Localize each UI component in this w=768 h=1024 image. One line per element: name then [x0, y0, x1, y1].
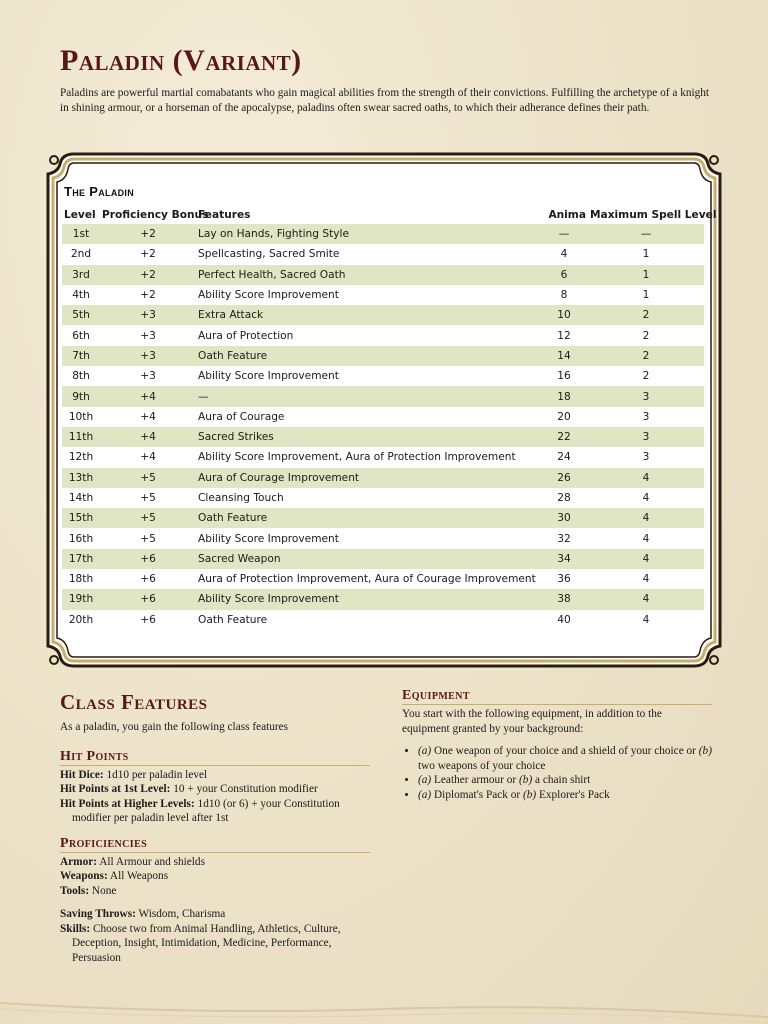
hp-higher-levels-line — [60, 797, 370, 826]
armor-line — [60, 855, 370, 870]
hp-first-level-line — [60, 782, 370, 797]
option-b-text: Explorer's Pack — [538, 788, 610, 801]
cell-anima: 30 — [540, 508, 588, 528]
cell-features: Spellcasting, Sacred Smite — [198, 248, 340, 261]
option-a-mark: (a) — [418, 774, 432, 786]
page-title: Paladin (Variant) — [60, 44, 302, 77]
proficiencies-heading: Proficiencies — [60, 836, 370, 853]
cell-features: Oath Feature — [196, 508, 540, 528]
equipment-column — [402, 688, 712, 802]
cell-features: Aura of Protection Improvement, Aura of Courage Improvement — [198, 573, 536, 586]
class-features-column — [60, 690, 370, 965]
cell-anima: 8 — [560, 289, 568, 302]
tools-label: Tools: — [60, 884, 90, 897]
cell-level: 12th — [68, 451, 94, 464]
option-b-mark: (b) — [698, 745, 712, 757]
cell-anima: 40 — [557, 613, 571, 626]
cell-features: Ability Score Improvement — [198, 370, 339, 383]
cell-proficiency: +4 — [140, 451, 156, 464]
table-row — [62, 610, 704, 630]
table-row — [62, 468, 704, 488]
cell-level: 3rd — [62, 265, 100, 285]
cell-anima: 28 — [557, 492, 571, 504]
table-row — [62, 265, 704, 285]
cell-anima: 24 — [557, 451, 571, 464]
skills-value: Choose two from Animal Handling, Athletics, Culture, Deception, Insight, Intimidation, Medicine, Performance, Persuasion — [72, 922, 341, 964]
cell-proficiency: +3 — [140, 370, 156, 383]
cell-features: Cleansing Touch — [198, 492, 284, 504]
cell-proficiency: +2 — [100, 224, 196, 244]
cell-proficiency: +5 — [140, 532, 156, 545]
skills-line — [60, 922, 370, 966]
cell-spell-level: 3 — [642, 451, 650, 464]
class-features-intro: As a paladin, you gain the following class features — [60, 721, 289, 733]
list-item — [418, 788, 712, 803]
cell-proficiency: +4 — [100, 427, 196, 447]
cell-proficiency: +6 — [140, 573, 156, 586]
cell-spell-level: 3 — [642, 410, 650, 423]
cell-level: 19th — [62, 589, 100, 609]
cell-level: 5th — [62, 305, 100, 325]
equipment-intro: You start with the following equipment, in addition to the equipment granted by your background: — [402, 708, 662, 735]
cell-proficiency: +2 — [140, 248, 156, 261]
saving-throws-value: Wisdom, Charisma — [138, 908, 226, 920]
tools-line — [60, 884, 370, 899]
cell-level: 9th — [62, 386, 100, 406]
table-row — [62, 285, 704, 305]
page-footer-ornament — [0, 995, 768, 1024]
header-anima: Anima — [548, 208, 586, 221]
cell-spell-level: 4 — [588, 468, 704, 488]
hit-dice-label: Hit Dice: — [60, 768, 104, 781]
cell-features: Sacred Strikes — [196, 427, 540, 447]
cell-features: Lay on Hands, Fighting Style — [196, 224, 540, 244]
cell-anima: 10 — [540, 305, 588, 325]
cell-features: Ability Score Improvement, Aura of Protection Improvement — [198, 451, 516, 464]
hit-points-heading: Hit Points — [60, 749, 370, 766]
cell-level: 17th — [62, 549, 100, 569]
cell-level: 8th — [72, 370, 90, 383]
cell-features: Aura of Protection — [198, 329, 294, 342]
tools-value: None — [91, 884, 117, 897]
cell-spell-level: — — [588, 224, 704, 244]
table-row — [62, 346, 704, 366]
cell-spell-level: 2 — [642, 370, 650, 383]
cell-proficiency: +3 — [100, 305, 196, 325]
cell-proficiency: +3 — [140, 329, 156, 342]
option-a-mark: (a) — [418, 788, 432, 801]
cell-features: Perfect Health, Sacred Oath — [196, 265, 540, 285]
table-title: The Paladin — [64, 184, 135, 199]
cell-features: Oath Feature — [196, 346, 540, 366]
cell-level: 13th — [62, 468, 100, 488]
cell-anima: 32 — [557, 532, 571, 545]
header-spell-level: Maximum Spell Level — [590, 208, 717, 221]
table-row — [62, 569, 704, 589]
hp-higher-levels-value: 1d10 (or 6) + your Constitution modifier per paladin level after 1st — [72, 797, 340, 824]
table-row — [62, 407, 704, 427]
cell-anima: 16 — [557, 370, 571, 383]
table-row — [62, 549, 704, 569]
cell-features: Aura of Courage — [198, 410, 285, 423]
cell-anima: 12 — [557, 329, 571, 342]
cell-anima: 14 — [540, 346, 588, 366]
cell-spell-level: 4 — [642, 492, 650, 504]
hp-first-level-label: Hit Points at 1st Level: — [60, 783, 171, 795]
cell-level: 2nd — [70, 248, 92, 261]
table-row — [62, 366, 704, 386]
cell-anima: 20 — [557, 410, 571, 423]
option-a-mark: (a) — [418, 745, 432, 757]
cell-proficiency: +2 — [100, 265, 196, 285]
table-header-row — [62, 205, 704, 224]
header-level: Level — [64, 208, 96, 221]
cell-level: 14th — [68, 492, 94, 504]
cell-level: 15th — [62, 508, 100, 528]
cell-features: — — [196, 386, 540, 406]
cell-level: 16th — [68, 532, 94, 545]
cell-features: Sacred Weapon — [196, 549, 540, 569]
table-row — [62, 244, 704, 264]
table-row — [62, 325, 704, 345]
cell-anima: — — [540, 224, 588, 244]
cell-spell-level: 1 — [642, 289, 650, 302]
cell-proficiency: +5 — [100, 508, 196, 528]
option-a-text: One weapon of your choice and a shield of your choice or — [434, 745, 696, 757]
option-b-text: two weapons of your choice — [418, 759, 546, 772]
table-row — [62, 305, 704, 325]
cell-spell-level: 4 — [642, 573, 650, 586]
cell-level: 7th — [62, 346, 100, 366]
table-row — [62, 224, 704, 244]
cell-spell-level: 4 — [642, 613, 650, 626]
cell-level: 11th — [62, 427, 100, 447]
cell-anima: 38 — [540, 589, 588, 609]
list-item — [418, 744, 712, 773]
table-row — [62, 488, 704, 508]
option-b-mark: (b) — [522, 788, 537, 801]
cell-level: 10th — [68, 410, 94, 423]
cell-features: Oath Feature — [198, 613, 268, 626]
option-a-text: Diplomat's Pack or — [434, 788, 521, 801]
cell-proficiency: +5 — [140, 492, 156, 504]
cell-proficiency: +4 — [140, 410, 156, 423]
cell-proficiency: +2 — [140, 289, 156, 302]
cell-spell-level: 4 — [588, 589, 704, 609]
cell-features: Ability Score Improvement — [196, 589, 540, 609]
cell-spell-level: 4 — [588, 549, 704, 569]
cell-anima: 6 — [540, 265, 588, 285]
cell-proficiency: +3 — [100, 346, 196, 366]
table-row — [62, 528, 704, 548]
cell-anima: 34 — [540, 549, 588, 569]
option-b-mark: (b) — [519, 774, 533, 786]
list-item — [418, 773, 712, 788]
cell-features: Ability Score Improvement — [198, 289, 339, 302]
cell-anima: 36 — [557, 573, 571, 586]
cell-proficiency: +6 — [100, 549, 196, 569]
cell-anima: 4 — [560, 248, 568, 261]
weapons-value: All Weapons — [109, 870, 169, 882]
hit-dice-value: 1d10 per paladin level — [106, 768, 208, 781]
cell-level: 1st — [62, 224, 100, 244]
armor-label: Armor: — [60, 855, 98, 868]
header-features: Features — [198, 208, 251, 221]
table-row — [62, 386, 704, 406]
cell-spell-level: 2 — [588, 346, 704, 366]
cell-anima: 18 — [540, 386, 588, 406]
hit-dice-line — [60, 768, 370, 783]
cell-spell-level: 2 — [642, 329, 650, 342]
paladin-class-table — [62, 205, 717, 630]
cell-proficiency: +4 — [100, 386, 196, 406]
option-a-text: Leather armour or — [434, 774, 517, 786]
cell-spell-level: 3 — [588, 386, 704, 406]
option-b-text: a chain shirt — [535, 774, 591, 786]
cell-anima: 26 — [540, 468, 588, 488]
equipment-list — [402, 744, 712, 802]
saving-throws-label: Saving Throws: — [60, 908, 136, 920]
table-row — [62, 447, 704, 467]
cell-features: Extra Attack — [196, 305, 540, 325]
cell-level: 4th — [72, 289, 90, 302]
armor-value: All Armour and shields — [99, 855, 205, 868]
cell-proficiency: +5 — [100, 468, 196, 488]
hp-higher-levels-label: Hit Points at Higher Levels: — [60, 797, 195, 810]
cell-spell-level: 4 — [642, 532, 650, 545]
cell-level: 18th — [68, 573, 94, 586]
cell-spell-level: 3 — [588, 427, 704, 447]
class-features-heading: Class Features — [60, 690, 208, 714]
cell-level: 6th — [72, 329, 90, 342]
cell-spell-level: 1 — [642, 248, 650, 261]
weapons-label: Weapons: — [60, 870, 108, 882]
cell-features: Ability Score Improvement — [198, 532, 339, 545]
spacer — [60, 898, 370, 907]
intro-paragraph: Paladins are powerful martial comabatants who gain magical abilities from the strength of their convictions. Fulfilling the archetype of a knight in shining armour, or a horseman of the apocalypse, paladins often swear sacred oaths, to which their adherance defines their path. — [60, 87, 710, 114]
weapons-line — [60, 869, 370, 884]
saving-throws-line — [60, 907, 370, 922]
cell-spell-level: 2 — [588, 305, 704, 325]
cell-spell-level: 4 — [588, 508, 704, 528]
header-proficiency: Proficiency Bonus — [102, 208, 209, 221]
table-row — [62, 508, 704, 528]
equipment-heading: Equipment — [402, 688, 712, 705]
cell-anima: 22 — [540, 427, 588, 447]
cell-spell-level: 1 — [588, 265, 704, 285]
cell-level: 20th — [68, 613, 94, 626]
skills-label: Skills: — [60, 922, 91, 935]
hp-first-level-value: 10 + your Constitution modifier — [173, 783, 318, 795]
table-row — [62, 427, 704, 447]
cell-features: Aura of Courage Improvement — [196, 468, 540, 488]
table-row — [62, 589, 704, 609]
cell-proficiency: +6 — [140, 613, 156, 626]
cell-proficiency: +6 — [100, 589, 196, 609]
